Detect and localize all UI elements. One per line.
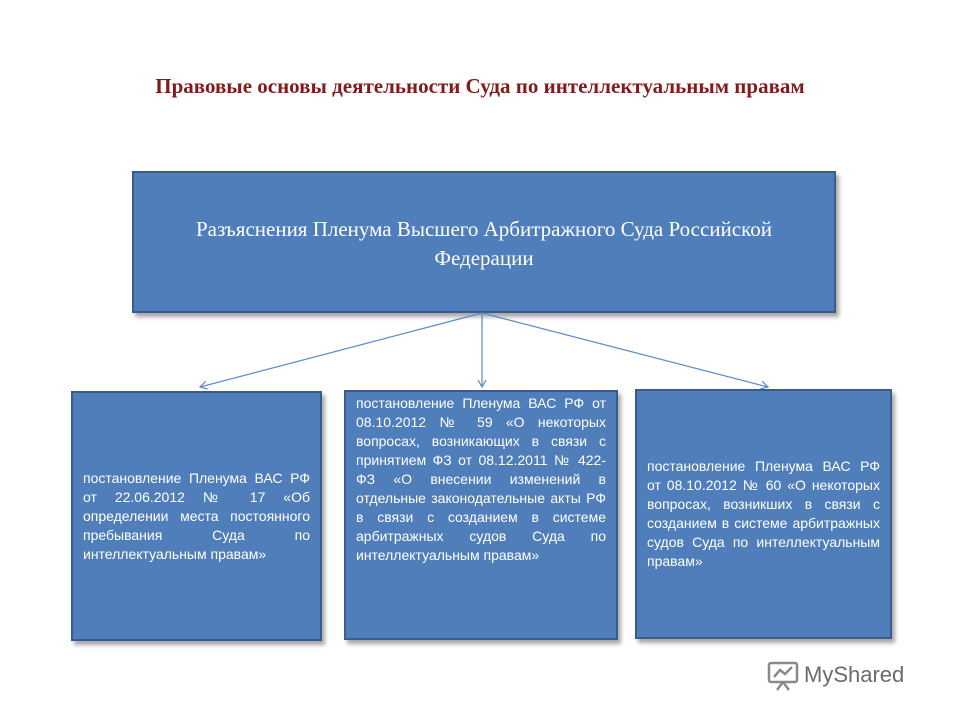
resolution-box-17-text: постановление Пленума ВАС РФ от 22.06.2012 № 17 «Об определении места постоянного пребывания Суда по интеллектуальным правам» [83, 469, 310, 562]
top-box-text: Разъяснения Пленума Высшего Арбитражного Суда Российской Федерации [196, 217, 772, 270]
resolution-box-59 [344, 390, 618, 640]
watermark-text: MyShared [804, 662, 905, 687]
slide-title: Правовые основы деятельности Суда по интеллектуальным правам [155, 74, 805, 98]
resolution-box-60-text: постановление Пленума ВАС РФ от 08.10.2012 № 60 «О некоторых вопросах, возникших в связи с созданием в системе арбитражных судов Суда по интеллектуальным правам» [647, 458, 880, 569]
arrow-to-left-box [200, 313, 482, 387]
presentation-board-icon [766, 658, 800, 692]
resolution-box-59-text: постановление Пленума ВАС РФ от 08.10.2012 № 59 «О некоторых вопросах, возникающих в связи с принятием ФЗ от 08.12.2011 № 422-ФЗ «О внесении изменений в отдельные законодательные акты РФ в связи с созданием в системе арбитражных судов Суда по интеллектуальным правам» [356, 395, 606, 563]
myshared-watermark [766, 657, 904, 693]
resolution-box-60 [635, 389, 892, 639]
arrow-to-right-box [482, 313, 768, 387]
resolution-box-17 [71, 391, 322, 641]
